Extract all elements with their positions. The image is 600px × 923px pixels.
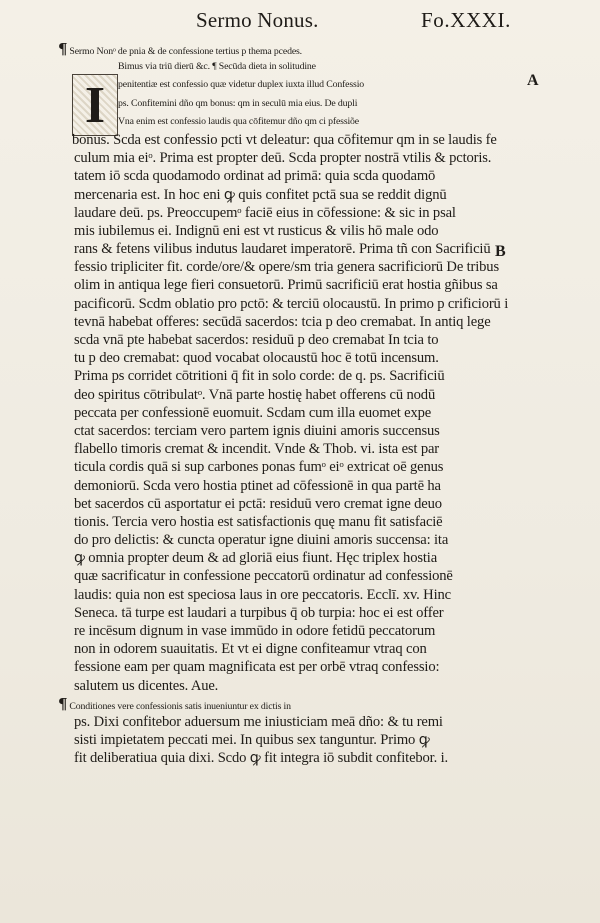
folio-number: Fo.XXXI. xyxy=(421,8,511,32)
text-line: bonus. Scda est confessio pcti vt deleatur: qua cōfitemur qm in se laudis fe xyxy=(72,131,497,148)
text-line: scda vnā pte habebat sacerdos: residuū p deo cremabat In tcia to xyxy=(74,332,439,348)
text-line: ctat sacerdos: terciam vero partem ignis diuini amoris succensus xyxy=(74,422,440,439)
text-line: Conditiones vere confessionis satis inueniuntur ex dictis in xyxy=(69,700,291,712)
text-line: demoniorū. Scda vero hostia ptinet ad cōfessionē in qua partē ha xyxy=(74,477,441,494)
text-line: re incēsum dignum in vase immūdo in odore fetidū peccatorum xyxy=(74,623,436,639)
text-line: penitentiæ est confessio quæ videtur duplex iuxta illud Confessio xyxy=(118,79,365,91)
text-line: ꝙ omnia propter deum & ad gloriā eius fiunt. Hęc triplex hostia xyxy=(74,550,438,567)
text-line: laudis: quia non est speciosa laus in ore peccatoris. Ecclī. xv. Hinc xyxy=(74,586,451,603)
text-line: fessio tripliciter fit. corde/ore/& opere/sm tria genera sacrificiorū De tribus xyxy=(74,259,499,276)
text-line: peccata per confessionē euomuit. Scdam cum illa euomet expe xyxy=(74,404,432,421)
running-head: Sermo Nonus. xyxy=(196,8,319,32)
text-line: rans & fetens vilibus indutus laudaret imperatorē. Prima tñ con Sacrificiū xyxy=(74,241,491,258)
text-line: fit deliberatiua quia dixi. Scdo ꝙ fit integra iō subdit confitebor. i. xyxy=(74,750,448,767)
pilcrow-icon: ¶ xyxy=(58,40,68,58)
margin-letter-a: A xyxy=(527,72,539,89)
text-line: flabello timoris cremat & incendit. Vnde & Thob. vi. ista est par xyxy=(74,441,440,458)
text-line: tatem iō scda quodamodo ordinat ad primā: quia scda quodamō xyxy=(74,168,436,185)
text-line: Vna enim est confessio laudis qua cōfitemur dño qm ci pfessiõe xyxy=(118,115,360,127)
pilcrow-icon: ¶ xyxy=(58,694,68,713)
text-line: tionis. Tercia vero hostia est satisfactionis quę manu fit satisfaciē xyxy=(74,513,443,530)
text-line: tu p deo cremabat: quod vocabat olocaustū hoc ē totū incensum. xyxy=(74,350,439,367)
text-line: Prima ps corridet cōtritioni q̄ fit in solo corde: de q. ps. Sacrificiū xyxy=(74,368,445,385)
text-line: Seneca. tā turpe est laudari a turpibus q̄ ob turpia: hoc ei est offer xyxy=(74,604,444,621)
page-header xyxy=(0,6,600,40)
text-line: fessione eam per quam magnificata est per orbē vtraq confessio: xyxy=(74,659,440,676)
text-line: non in odorem suauitatis. Et vt ei digne confiteamur vtraq con xyxy=(74,641,427,658)
paragraph-start-line xyxy=(58,695,572,713)
text-line: deo spiritus cōtribulatᵒ. Vnā parte hostię habet offerens cū nodū xyxy=(74,386,436,403)
text-line: olim in antiqua lege fieri consuetorū. Primū sacrificiū erat hostia gñibus sa xyxy=(74,277,498,294)
text-line: culum mia eiᵒ. Prima est propter deū. Scda propter nostrā vtilis & pctoris. xyxy=(74,150,492,167)
text-line: mis iubilemus ei. Indignū eni est vt rusticus & vilis hō male odo xyxy=(74,222,439,239)
text-line: laudare deū. ps. Preoccupemᵒ faciē eius in cōfessione: & sic in psal xyxy=(74,204,456,221)
text-line: tevnā habebat offeres: secūdā sacerdos: tcia p deo cremabat. In antiq lege xyxy=(74,313,491,330)
initial-letter: I xyxy=(84,76,106,134)
text-line: ticula cordis quā si sup carbones ponas fumᵒ eiᵒ extricat oē genus xyxy=(74,459,444,476)
text-line: bet sacerdos cū asportatur ei pctā: residuū vero cremat igne deuo xyxy=(74,495,442,512)
margin-letter-b: B xyxy=(495,243,506,260)
text-block xyxy=(58,40,572,768)
text-line: ps. Confitemini dño qm bonus: qm in seculū mia eius. De dupli xyxy=(118,97,358,109)
text-line: Bimus via triū dierū &c. ¶ Secūda dieta in solitudine xyxy=(118,61,316,73)
text-line: mercenaria est. In hoc eni ꝙ quis confitet pctā sua se reddit dignū xyxy=(74,186,447,203)
text-line: quæ sacrificatur in confessione peccatorū ordinatur ad confessionē xyxy=(74,568,453,585)
sermon-title-line xyxy=(58,40,572,58)
text-line: pacificorū. Scdm oblatio pro pctō: & terciū olocaustū. In primo p crificiorū i xyxy=(74,295,509,312)
sermon-title: Sermo Nonᵒ de pnia & de confessione tertius p thema pcedes. xyxy=(69,46,302,57)
text-line: ps. Dixi confitebor aduersum me iniusticiam meā dño: & tu remi xyxy=(74,713,443,730)
text-line: do pro delictis: & cuncta operatur igne diuini amoris succensa: ita xyxy=(74,532,449,549)
text-line: salutem us dicentes. Aue. xyxy=(74,677,219,694)
text-line: sisti impietatem peccati mei. In quibus sex tanguntur. Primo ꝙ xyxy=(74,732,430,749)
